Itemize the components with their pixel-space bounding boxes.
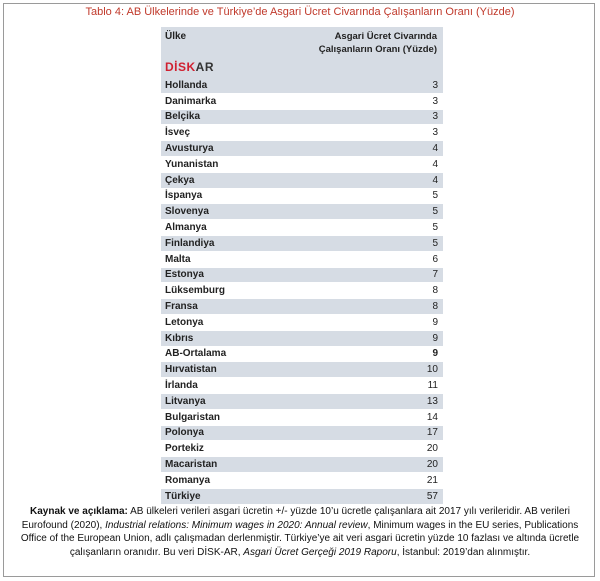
row-value: 8 xyxy=(432,285,438,297)
row-country: Hollanda xyxy=(165,79,208,91)
row-country: İrlanda xyxy=(165,380,198,392)
row-country: Macaristan xyxy=(165,459,218,471)
data-table xyxy=(161,27,443,505)
row-country: Kıbrıs xyxy=(165,332,194,344)
table-row xyxy=(161,110,443,126)
row-value: 14 xyxy=(426,411,438,423)
table-body xyxy=(161,78,443,505)
row-country: Finlandiya xyxy=(165,237,215,249)
table-row xyxy=(161,78,443,94)
table-row xyxy=(161,236,443,252)
note-text-3: , İstanbul: 2019’dan alınmıştır. xyxy=(396,546,531,558)
row-country: Litvanya xyxy=(165,395,206,407)
row-value: 57 xyxy=(426,490,438,502)
row-country: Fransa xyxy=(165,301,198,313)
table-row xyxy=(161,378,443,394)
row-country: Bulgaristan xyxy=(165,411,221,423)
table-row xyxy=(161,347,443,363)
table-row xyxy=(161,268,443,284)
row-country: Estonya xyxy=(165,269,204,281)
note-text-2: , Minimum wages in the EU series, Publications Office of the European Union, adlı çalışmadan derlenmiştir. Türkiye’ye ait veri asgari ücretin yüzde 10 fazlası ve altında ücretle çalışanların oranıdır. Bu veri DİSK-AR, xyxy=(20,519,580,558)
table-row xyxy=(161,252,443,268)
row-value: 11 xyxy=(427,380,438,392)
row-value: 4 xyxy=(432,174,438,186)
column-header-country: Ülke xyxy=(165,31,187,42)
source-note xyxy=(8,505,592,559)
row-value: 20 xyxy=(426,459,438,471)
row-value: 8 xyxy=(432,301,438,313)
row-value: 21 xyxy=(426,474,438,486)
row-country: Romanya xyxy=(165,474,211,486)
table-row xyxy=(161,457,443,473)
table-row xyxy=(161,94,443,110)
row-country: Çekya xyxy=(165,174,195,186)
row-country: İspanya xyxy=(165,190,203,202)
row-value: 10 xyxy=(426,364,438,376)
row-country: Avusturya xyxy=(165,143,214,155)
disk-ar-logo xyxy=(165,60,214,74)
row-value: 5 xyxy=(432,222,438,234)
table-row xyxy=(161,441,443,457)
note-italic-1: Industrial relations: Minimum wages in 2020: Annual review xyxy=(105,519,368,531)
note-label: Kaynak ve açıklama: xyxy=(30,506,128,517)
row-value: 3 xyxy=(432,79,438,91)
row-value: 9 xyxy=(432,348,438,360)
row-value: 5 xyxy=(432,206,438,218)
row-country: Belçika xyxy=(165,111,201,123)
row-value: 20 xyxy=(426,443,438,455)
row-country: Hırvatistan xyxy=(165,364,217,376)
row-country: Almanya xyxy=(165,222,207,234)
logo-part-ar: AR xyxy=(195,60,215,74)
table-row xyxy=(161,283,443,299)
table-row xyxy=(161,489,443,505)
row-country: Danimarka xyxy=(165,95,217,107)
row-value: 5 xyxy=(432,237,438,249)
table-row xyxy=(161,299,443,315)
row-value: 3 xyxy=(432,127,438,139)
row-value: 13 xyxy=(426,395,438,407)
row-value: 5 xyxy=(432,190,438,202)
logo-part-disk: DİSK xyxy=(165,60,196,74)
table-row xyxy=(161,125,443,141)
row-country: Yunanistan xyxy=(165,158,219,170)
table-row xyxy=(161,189,443,205)
row-country: İsveç xyxy=(165,127,191,139)
row-country: Polonya xyxy=(165,427,204,439)
note-italic-2: Asgari Ücret Gerçeği 2019 Raporu xyxy=(243,546,397,558)
table-row xyxy=(161,362,443,378)
row-value: 17 xyxy=(426,427,438,439)
row-value: 3 xyxy=(432,111,438,123)
table-row xyxy=(161,141,443,157)
table-row xyxy=(161,473,443,489)
row-country: Slovenya xyxy=(165,206,209,218)
table-row xyxy=(161,157,443,173)
column-header-metric: Asgari Ücret Civarında Çalışanların Oranı (Yüzde) xyxy=(318,31,437,55)
row-value: 9 xyxy=(432,316,438,328)
table-row xyxy=(161,204,443,220)
row-value: 4 xyxy=(432,143,438,155)
row-country: AB-Ortalama xyxy=(165,348,227,360)
row-value: 7 xyxy=(432,269,438,281)
table-row xyxy=(161,426,443,442)
table-row xyxy=(161,410,443,426)
row-country: Türkiye xyxy=(165,490,201,502)
row-country: Portekiz xyxy=(165,443,204,455)
table-row xyxy=(161,220,443,236)
row-value: 3 xyxy=(432,95,438,107)
row-country: Malta xyxy=(165,253,191,265)
note-text-1: AB ülkeleri verileri asgari ücretin +/- yüzde 10’u ücretle çalışanlara ait 2017 yılı verileridir. AB verileri Eurofound (2020), xyxy=(21,506,570,531)
row-country: Lüksemburg xyxy=(165,285,226,297)
table-row xyxy=(161,331,443,347)
row-country: Letonya xyxy=(165,316,204,328)
table-row xyxy=(161,173,443,189)
row-value: 9 xyxy=(432,332,438,344)
table-row xyxy=(161,315,443,331)
table-row xyxy=(161,394,443,410)
table-header xyxy=(161,27,443,78)
row-value: 6 xyxy=(432,253,438,265)
table-title: Tablo 4: AB Ülkelerinde ve Türkiye’de Asgari Ücret Civarında Çalışanların Oranı (Yüzde) xyxy=(85,6,515,18)
row-value: 4 xyxy=(432,158,438,170)
